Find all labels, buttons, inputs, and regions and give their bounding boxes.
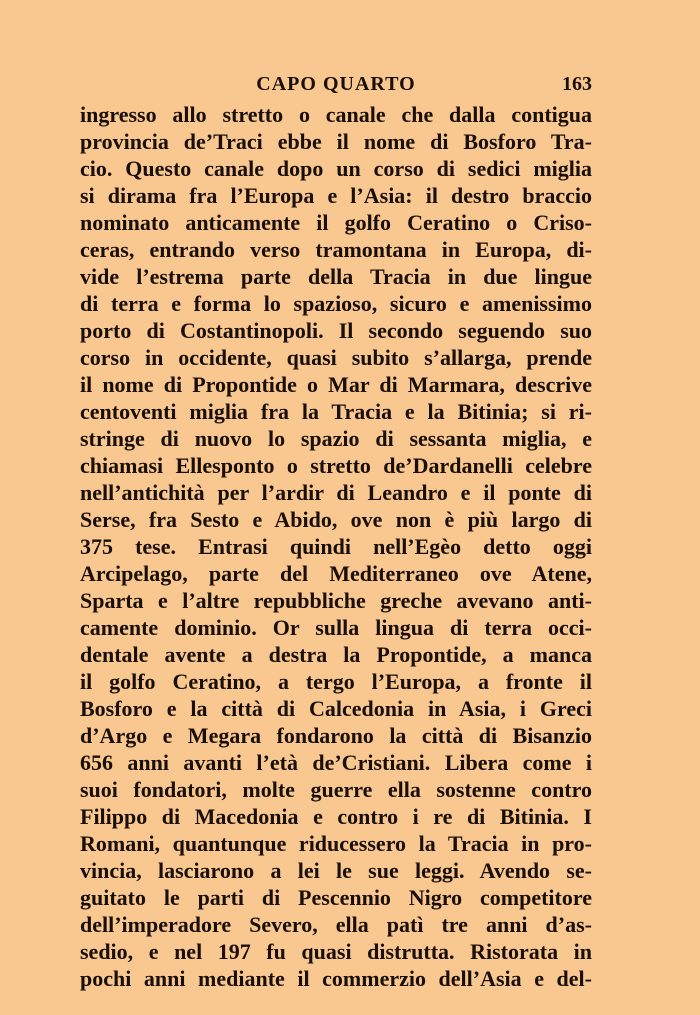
text-line: guitato le parti di Pescennio Nigro competitore xyxy=(80,885,592,910)
text-line: dentale avente a destra la Propontide, a manca xyxy=(80,642,592,667)
text-line: provincia de’Traci ebbe il nome di Bosforo Tra- xyxy=(80,129,592,154)
text-line: stringe di nuovo lo spazio di sessanta miglia, e xyxy=(80,426,592,451)
text-line: dell’imperadore Severo, ella patì tre anni d’as- xyxy=(80,912,592,937)
text-line: si dirama fra l’Europa e l’Asia: il destro braccio xyxy=(80,183,592,208)
text-line: il nome di Propontide o Mar di Marmara, descrive xyxy=(80,372,592,397)
page-number: 163 xyxy=(562,73,592,95)
text-line: sedio, e nel 197 fu quasi distrutta. Ristorata in xyxy=(80,939,592,964)
text-line: di terra e forma lo spazioso, sicuro e amenissimo xyxy=(80,291,592,316)
text-line: Filippo di Macedonia e contro i re di Bitinia. I xyxy=(80,804,592,829)
text-line: nell’antichità per l’ardir di Leandro e il ponte di xyxy=(80,480,592,505)
text-line: ceras, entrando verso tramontana in Europa, di- xyxy=(80,237,592,262)
text-line: Bosforo e la città di Calcedonia in Asia, i Greci xyxy=(80,696,592,721)
text-line: centoventi miglia fra la Tracia e la Bitinia; si ri- xyxy=(80,399,592,424)
text-line: cio. Questo canale dopo un corso di sedici miglia xyxy=(80,156,592,181)
text-line: Sparta e l’altre repubbliche greche avevano anti- xyxy=(80,588,592,613)
text-line: porto di Costantinopoli. Il secondo seguendo suo xyxy=(80,318,592,343)
text-line: vincia, lasciarono a lei le sue leggi. Avendo se- xyxy=(80,858,592,883)
text-line: 375 tese. Entrasi quindi nell’Egèo detto oggi xyxy=(80,534,592,559)
text-line: chiamasi Ellesponto o stretto de’Dardanelli celebre xyxy=(80,453,592,478)
text-line: camente dominio. Or sulla lingua di terra occi- xyxy=(80,615,592,640)
text-line: d’Argo e Megara fondarono la città di Bisanzio xyxy=(80,723,592,748)
text-line: corso in occidente, quasi subito s’allarga, prende xyxy=(80,345,592,370)
text-line: 656 anni avanti l’età de’Cristiani. Libera come i xyxy=(80,750,592,775)
text-line: Serse, fra Sesto e Abido, ove non è più largo di xyxy=(80,507,592,532)
text-line: Romani, quantunque riducessero la Tracia in pro- xyxy=(80,831,592,856)
page-header xyxy=(80,73,592,101)
body-text xyxy=(80,101,592,992)
text-line: nominato anticamente il golfo Ceratino o Criso- xyxy=(80,210,592,235)
text-line: suoi fondatori, molte guerre ella sostenne contro xyxy=(80,777,592,802)
text-line: Arcipelago, parte del Mediterraneo ove Atene, xyxy=(80,561,592,586)
text-line: il golfo Ceratino, a tergo l’Europa, a fronte il xyxy=(80,669,592,694)
running-title: CAPO QUARTO xyxy=(256,73,416,95)
text-line: vide l’estrema parte della Tracia in due lingue xyxy=(80,264,592,289)
text-line: pochi anni mediante il commerzio dell’Asia e del- xyxy=(80,966,592,991)
text-line: ingresso allo stretto o canale che dalla contigua xyxy=(80,102,592,127)
